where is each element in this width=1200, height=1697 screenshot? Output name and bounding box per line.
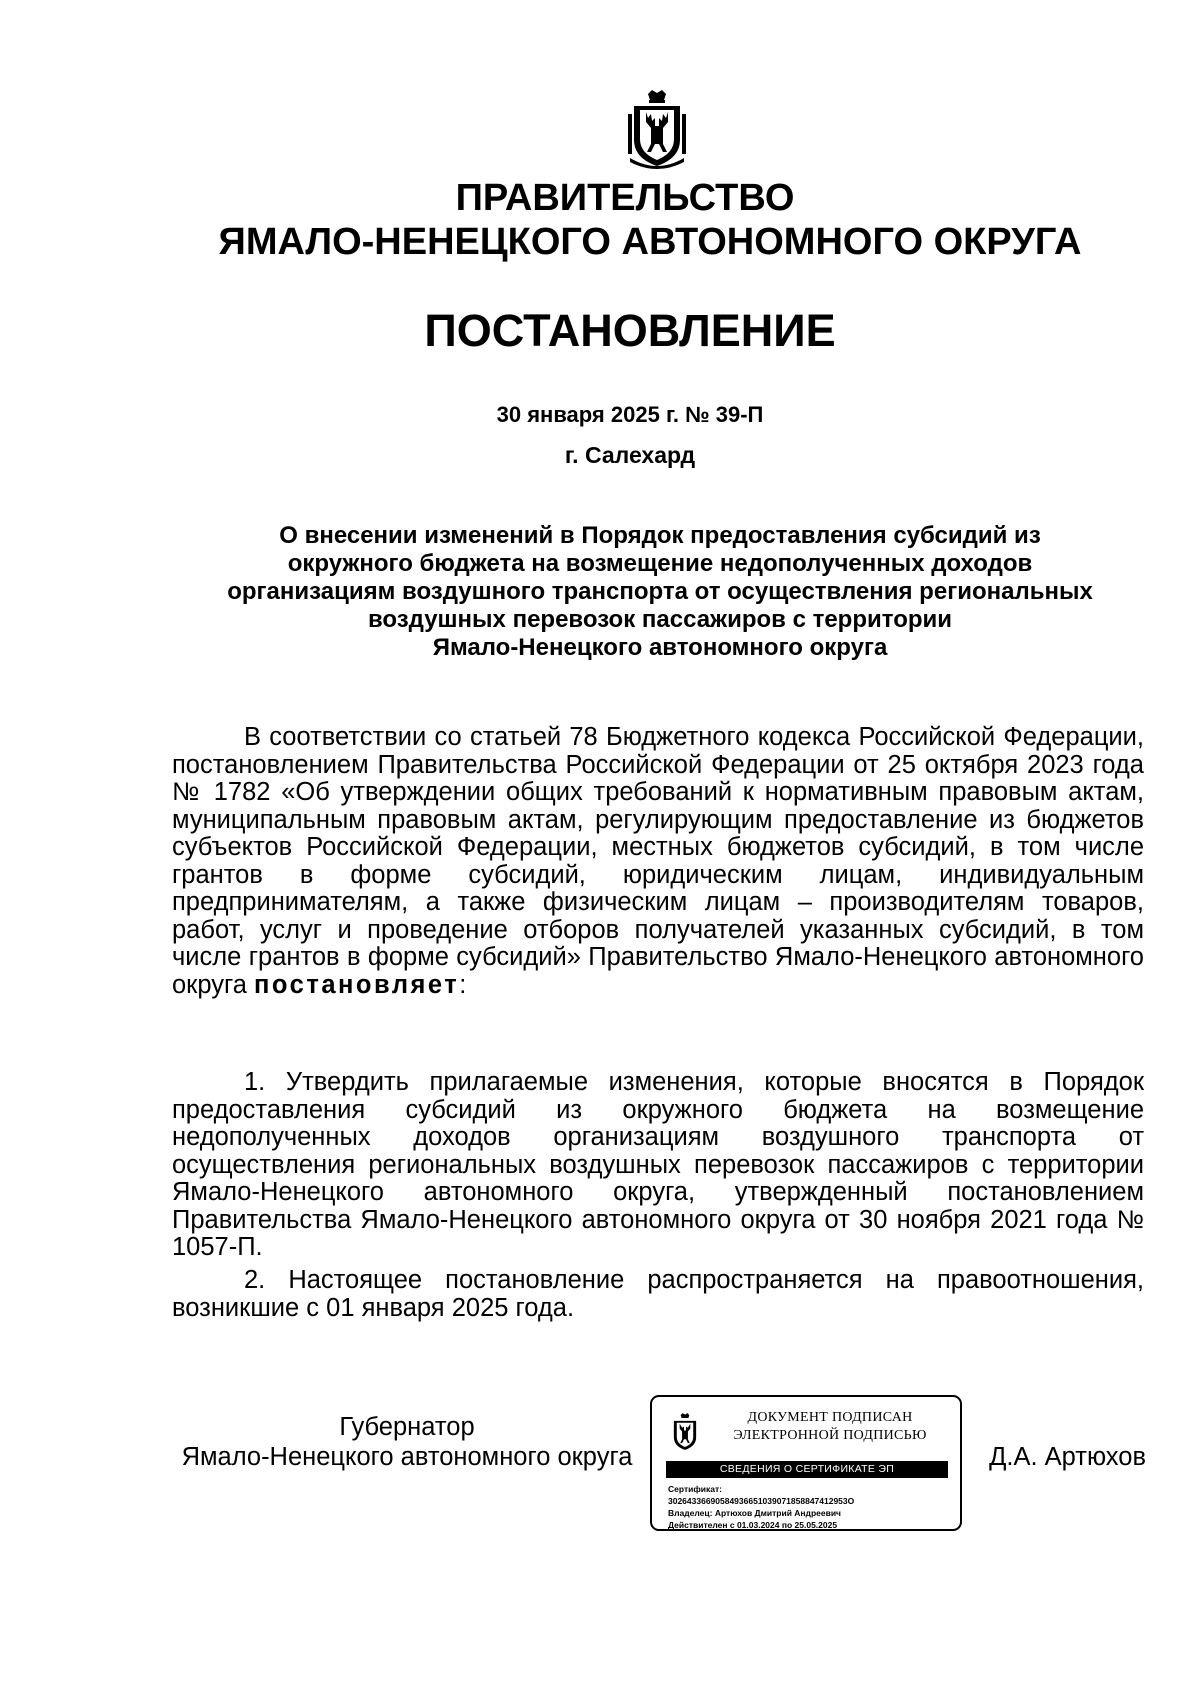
title-line: О внесении изменений в Порядок предоставления субсидий из <box>279 522 1041 549</box>
title-line: окружного бюджета на возмещение недополученных доходов <box>287 550 1033 577</box>
stamp-cert-value: 30264336690584936651039071858847412953О <box>668 1496 855 1506</box>
title-line: организациям воздушного транспорта от осуществления региональных <box>227 578 1093 605</box>
stamp-heading-line: ЭЛЕКТРОННОЙ ПОДПИСЬЮ <box>733 1428 927 1443</box>
signatory-region: Ямало-Ненецкого автономного округа <box>181 1443 633 1471</box>
title-line: воздушных перевозок пассажиров с территории <box>367 606 953 633</box>
item-2-paragraph: 2. Настоящее постановление распространяется на правоотношения, возникшие с 01 января 2025 года. <box>172 1266 1144 1322</box>
stamp-validity: Действителен с 01.03.2024 по 25.05.2025 <box>668 1520 838 1530</box>
decree-colon: : <box>459 970 467 999</box>
stamp-coat-of-arms-icon <box>670 1411 700 1453</box>
coat-of-arms-icon <box>626 88 688 170</box>
electronic-signature-stamp <box>650 1395 962 1531</box>
stamp-heading <box>710 1409 950 1445</box>
decree-word: постановляет <box>254 970 460 999</box>
item-1-paragraph: 1. Утвердить прилагаемые изменения, которые вносятся в Порядок предоставления субсидий из окружного бюджета на возмещение недополученных доходов организациям воздушного транспорта от осуществления региональных воздушных перевозок пассажиров с территории Ямало-Ненецкого автономного округа, утвержденный постановлением Правительства Ямало-Ненецкого автономного округа от 30 ноября 2021 года № 1057-П. <box>172 1068 1144 1261</box>
preamble-text: В соответствии со статьей 78 Бюджетного кодекса Российской Федерации, постановлением Правительства Российской Федерации от 25 октября 2023 года № 1782 «Об утверждении общих требований к нормативным правовым актам, муниципальным правовым актам, регулирующим предоставление из бюджетов субъектов Российской Федерации, местных бюджетов субсидий, в том числе грантов в форме субсидий, юридическим лицам, индивидуальным предпринимателям, а также физическим лицам – производителям товаров, работ, услуг и проведение отборов получателей указанных субсидий, в том числе грантов в форме субсидий» Правительство Ямало-Ненецкого автономного округа <box>172 723 1144 999</box>
signatory-position <box>172 1412 642 1472</box>
city-line: г. Салехард <box>564 442 696 468</box>
stamp-cert-label: Сертификат: <box>668 1484 722 1494</box>
date-and-number: 30 января 2025 г. № 39-П <box>496 402 764 427</box>
stamp-owner: Владелец: Артюхов Дмитрий Андреевич <box>668 1508 841 1518</box>
signatory-name: Д.А. Артюхов <box>989 1443 1146 1471</box>
stamp-certificate-details <box>668 1483 952 1531</box>
document-type-heading: ПОСТАНОВЛЕНИЕ <box>424 305 836 356</box>
title-line: Ямало-Ненецкого автономного округа <box>432 634 888 661</box>
preamble-paragraph <box>172 724 1144 999</box>
government-name-line2: ЯМАЛО-НЕНЕЦКОГО АВТОНОМНОГО ОКРУГА <box>218 221 1082 263</box>
document-title <box>160 522 1160 662</box>
government-name-line1: ПРАВИТЕЛЬСТВО <box>455 177 795 219</box>
stamp-certificate-bar: СВЕДЕНИЯ О СЕРТИФИКАТЕ ЭП <box>666 1461 948 1478</box>
stamp-heading-line: ДОКУМЕНТ ПОДПИСАН <box>747 1410 913 1425</box>
signatory-title: Губернатор <box>339 1413 475 1441</box>
